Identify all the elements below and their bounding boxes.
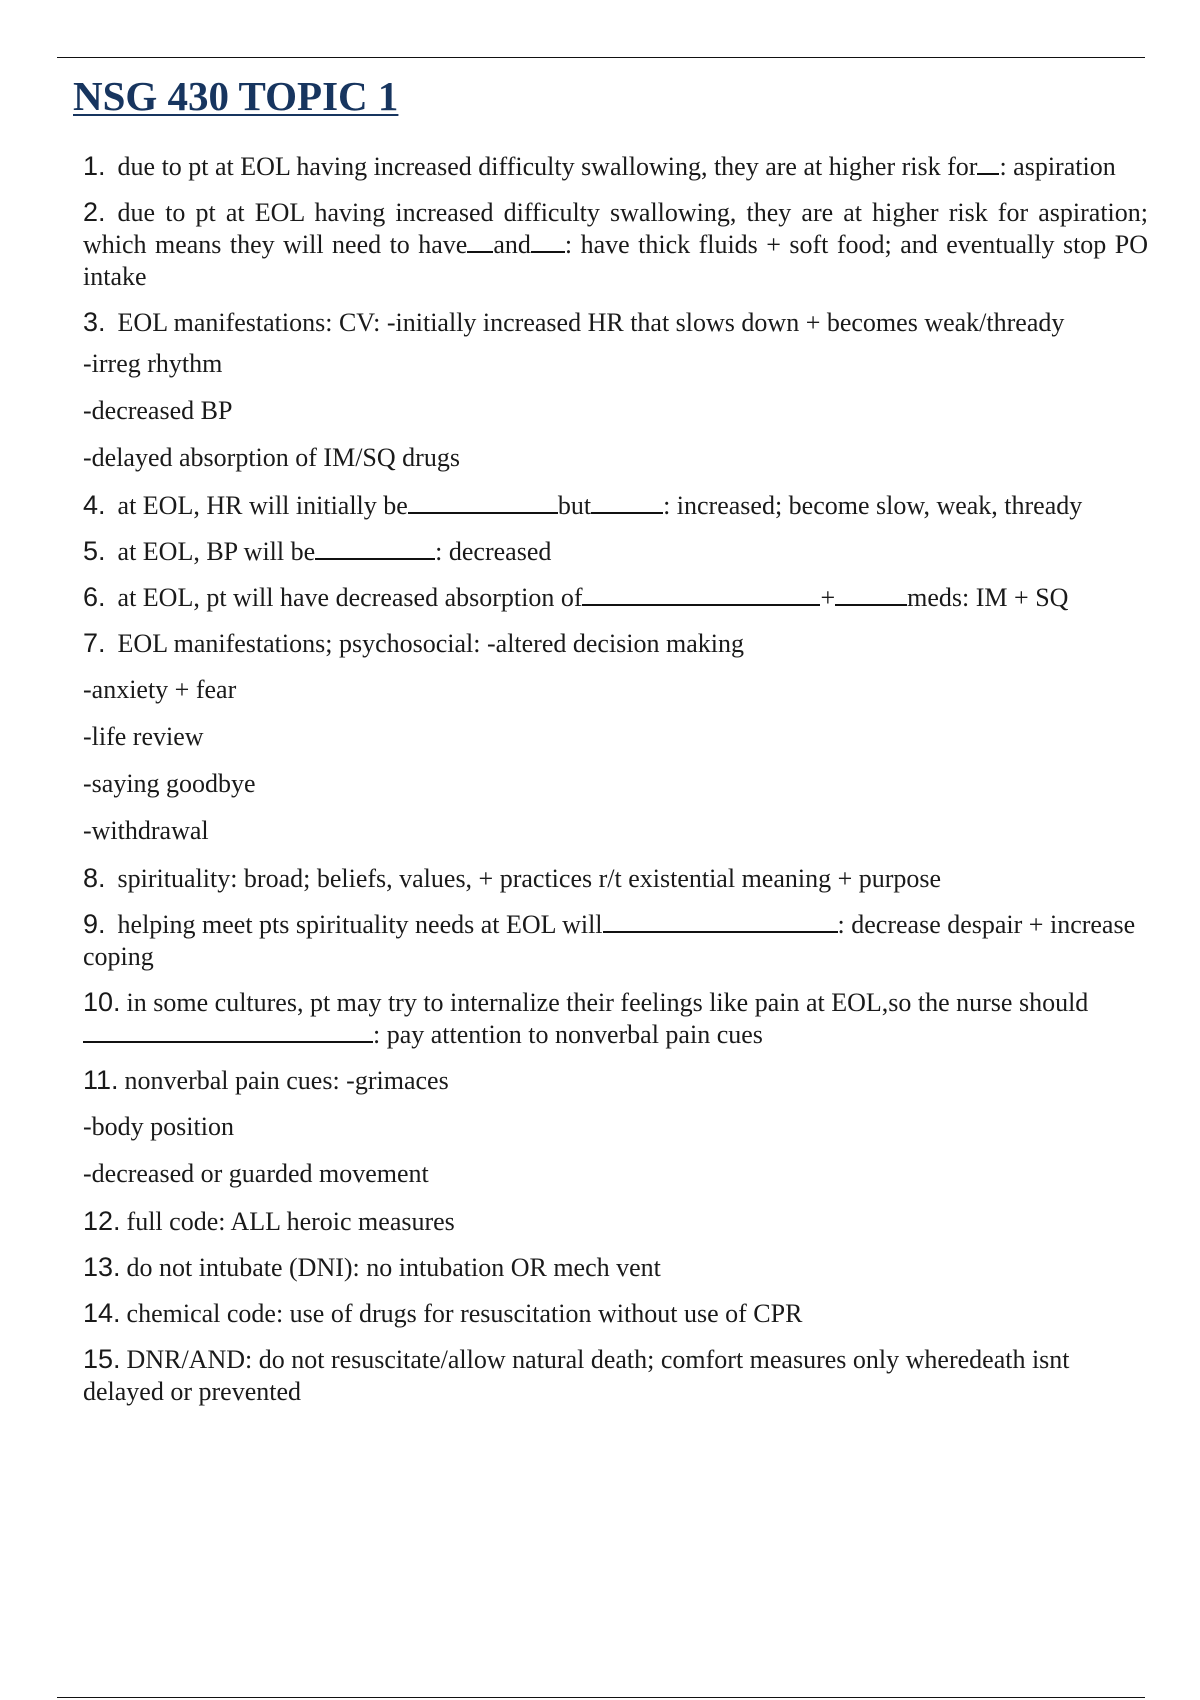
question-text: in some cultures, pt may try to internalize their feelings like pain at EOL,so the nurse should bbox=[126, 988, 1089, 1017]
question-4 bbox=[83, 489, 1148, 522]
question-text: spirituality: broad; beliefs, values, + practices r/t existential meaning + purpose bbox=[117, 864, 942, 893]
list-item: -body position bbox=[83, 1112, 234, 1141]
question-number: 6. bbox=[83, 582, 106, 612]
question-number: 1. bbox=[83, 151, 106, 181]
answer-text: : decrease despair + increase coping bbox=[83, 910, 1136, 971]
answer-blank bbox=[83, 1019, 373, 1043]
question-12 bbox=[83, 1205, 1148, 1238]
bottom-rule bbox=[57, 1697, 1145, 1698]
list-item: -anxiety + fear bbox=[83, 675, 237, 704]
question-text: at EOL, HR will initially be bbox=[117, 491, 408, 520]
question-number: 14. bbox=[83, 1298, 121, 1328]
answer-blank bbox=[835, 582, 907, 606]
answer-text: meds: IM + SQ bbox=[907, 583, 1069, 612]
question-text: at EOL, BP will be bbox=[117, 537, 316, 566]
question-number: 2. bbox=[83, 197, 106, 227]
question-number: 4. bbox=[83, 490, 106, 520]
question-number: 9. bbox=[83, 909, 106, 939]
answer-text: : increased; become slow, weak, thready bbox=[663, 491, 1083, 520]
question-text: + bbox=[820, 583, 836, 612]
question-text: DNR/AND: do not resuscitate/allow natural death; comfort measures only wheredeath isnt delayed or prevented bbox=[83, 1345, 1070, 1406]
question-10 bbox=[83, 986, 1148, 1051]
question-14 bbox=[83, 1297, 1148, 1330]
question-text: helping meet pts spirituality needs at EOL will bbox=[117, 910, 603, 939]
question-number: 8. bbox=[83, 863, 106, 893]
answer-blank bbox=[603, 909, 838, 933]
question-9 bbox=[83, 908, 1148, 973]
answer-text: : aspiration bbox=[999, 152, 1116, 181]
answer-text: : decreased bbox=[435, 537, 552, 566]
question-number: 12. bbox=[83, 1206, 121, 1236]
question-text: but bbox=[557, 491, 592, 520]
question-text: at EOL, pt will have decreased absorption of bbox=[117, 583, 583, 612]
answer-blank bbox=[977, 151, 999, 175]
question-number: 13. bbox=[83, 1252, 121, 1282]
question-number: 5. bbox=[83, 536, 106, 566]
answer-blank bbox=[531, 229, 565, 253]
answer-text: : pay attention to nonverbal pain cues bbox=[373, 1020, 763, 1049]
question-1 bbox=[83, 150, 1148, 183]
list-item: -decreased BP bbox=[83, 396, 233, 425]
question-15 bbox=[83, 1343, 1148, 1408]
list-item: -life review bbox=[83, 722, 204, 751]
question-text: EOL manifestations: CV: -initially increased HR that slows down + becomes weak/thready bbox=[117, 308, 1065, 337]
question-8 bbox=[83, 862, 1148, 895]
question-number: 7. bbox=[83, 628, 106, 658]
question-13 bbox=[83, 1251, 1148, 1284]
answer-text: : have thick fluids + soft food; and eventually stop PO intake bbox=[83, 230, 1148, 291]
question-5 bbox=[83, 535, 1148, 568]
question-number: 15. bbox=[83, 1344, 121, 1374]
flashcard-list bbox=[83, 150, 1148, 1421]
question-text: do not intubate (DNI): no intubation OR mech vent bbox=[126, 1253, 661, 1282]
answer-blank bbox=[315, 536, 435, 560]
answer-blank bbox=[408, 490, 558, 514]
list-item: -decreased or guarded movement bbox=[83, 1159, 429, 1188]
list-item: -irreg rhythm bbox=[83, 349, 223, 378]
question-3 bbox=[83, 306, 1148, 339]
question-7 bbox=[83, 627, 1148, 660]
list-item: -delayed absorption of IM/SQ drugs bbox=[83, 443, 460, 472]
question-text: nonverbal pain cues: -grimaces bbox=[124, 1066, 449, 1095]
question-text: EOL manifestations; psychosocial: -altered decision making bbox=[117, 629, 745, 658]
answer-blank bbox=[582, 582, 820, 606]
answer-blank bbox=[591, 490, 663, 514]
question-2 bbox=[83, 196, 1148, 293]
answer-blank bbox=[467, 229, 493, 253]
question-text: chemical code: use of drugs for resuscitation without use of CPR bbox=[126, 1299, 803, 1328]
question-text: due to pt at EOL having increased difficulty swallowing, they are at higher risk for bbox=[117, 152, 978, 181]
question-11 bbox=[83, 1064, 1148, 1097]
question-text: full code: ALL heroic measures bbox=[126, 1207, 455, 1236]
question-number: 10. bbox=[83, 987, 121, 1017]
question-number: 3. bbox=[83, 307, 106, 337]
document-title: NSG 430 TOPIC 1 bbox=[73, 73, 399, 119]
question-text: and bbox=[493, 230, 531, 259]
question-text: due to pt at EOL having increased difficulty swallowing, they are at higher risk for aspiration; which means they will need to have bbox=[83, 198, 1148, 259]
list-item: -saying goodbye bbox=[83, 769, 256, 798]
question-6 bbox=[83, 581, 1148, 614]
top-rule bbox=[57, 57, 1145, 58]
question-number: 11. bbox=[83, 1065, 119, 1095]
list-item: -withdrawal bbox=[83, 816, 209, 845]
